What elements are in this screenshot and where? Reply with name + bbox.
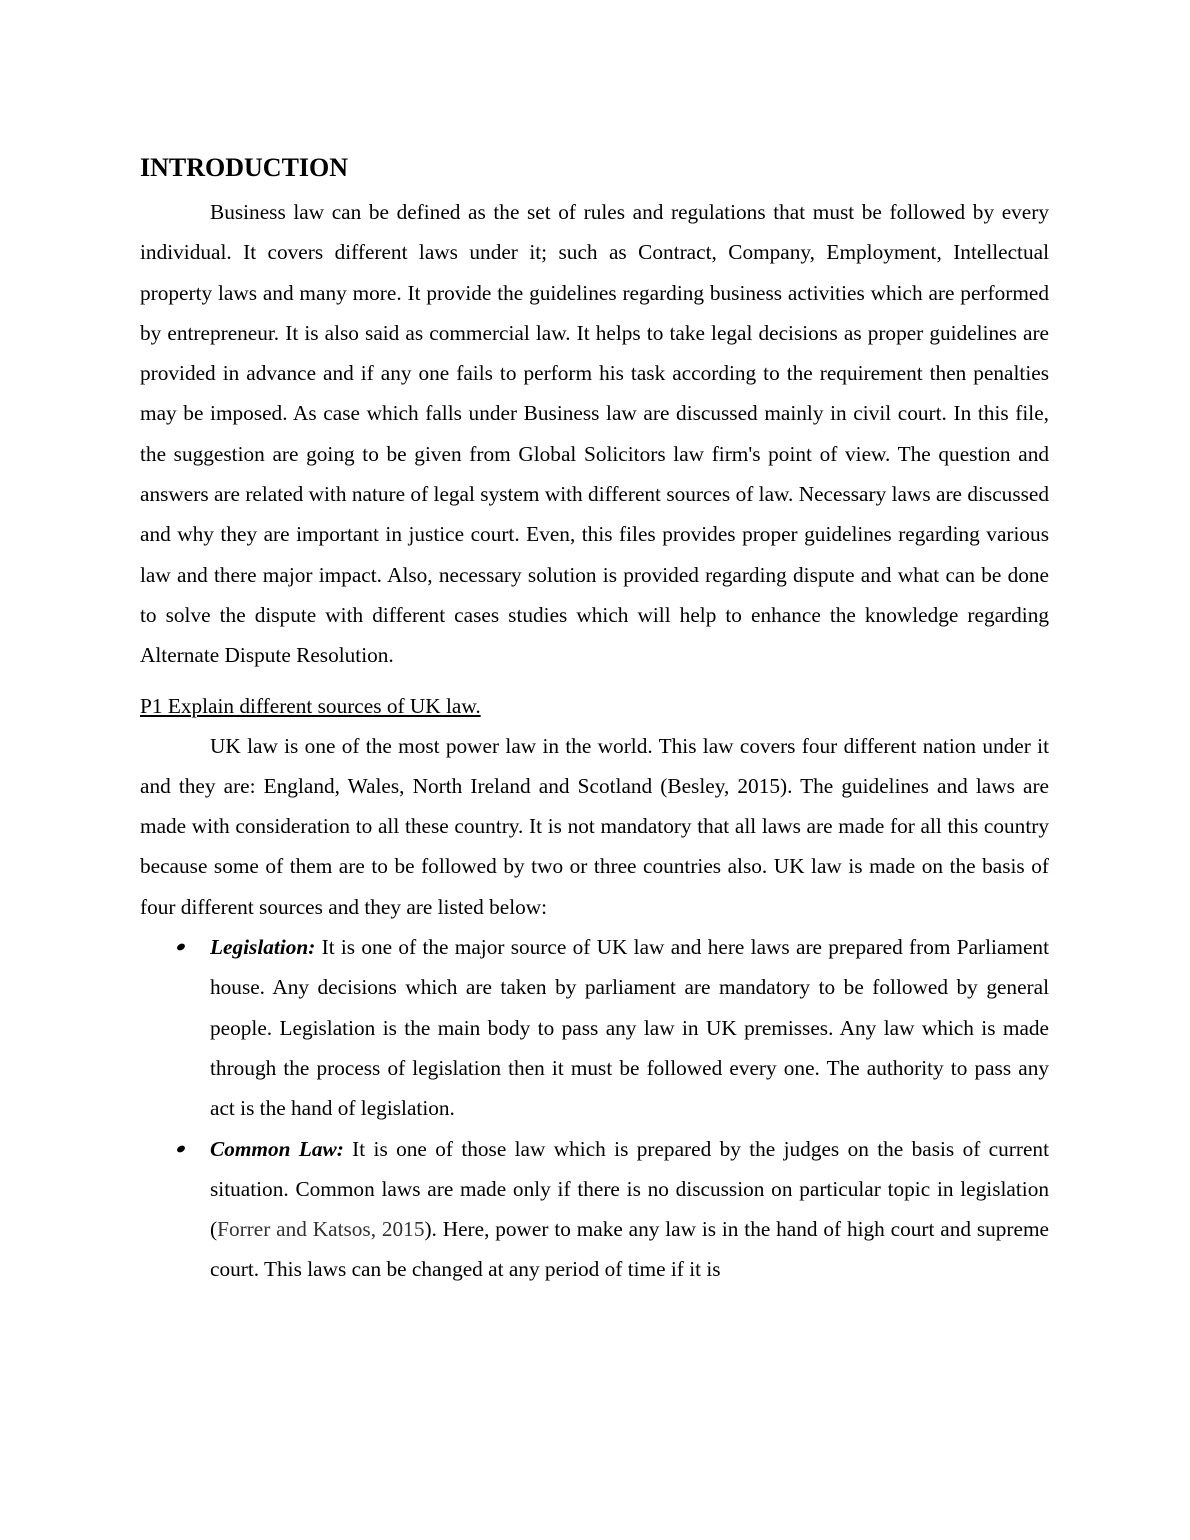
list-text: It is one of the major source of UK law and here laws are prepared from Parliament house. Any decisions which are taken by parliament are mandatory to be followed by general people. Legislation is the main body to pass any law in UK premisses. Any law which is made through the process of legislation then it must be followed every one. The authority to pass any act is the hand of legislation. bbox=[210, 935, 1049, 1121]
list-item-legislation bbox=[140, 927, 1049, 1128]
document-page bbox=[140, 150, 1049, 1290]
introduction-paragraph: Business law can be defined as the set of rules and regulations that must be followed by every individual. It covers different laws under it; such as Contract, Company, Employment, Intellectual property laws and many more. It provide the guidelines regarding business activities which are performed by entrepreneur. It is also said as commercial law. It helps to take legal decisions as proper guidelines are provided in advance and if any one fails to perform his task according to the requirement then penalties may be imposed. As case which falls under Business law are discussed mainly in civil court. In this file, the suggestion are going to be given from Global Solicitors law firm's point of view. The question and answers are related with nature of legal system with different sources of law. Necessary laws are discussed and why they are important in justice court. Even, this files provides proper guidelines regarding various law and there major impact. Also, necessary solution is provided regarding dispute and what can be done to solve the dispute with different cases studies which will help to enhance the knowledge regarding Alternate Dispute Resolution. bbox=[140, 200, 1049, 668]
list-item-common-law bbox=[140, 1129, 1049, 1290]
list-text-continued: ). Here, power to make any law is in the hand of high court and supreme court. This laws can be changed at any period of time if it is bbox=[210, 1217, 1049, 1282]
sources-list bbox=[140, 927, 1049, 1290]
list-term: Common Law: bbox=[210, 1136, 344, 1161]
bullet-icon bbox=[175, 1129, 195, 1169]
p1-section-heading: P1 Explain different sources of UK law. bbox=[140, 693, 481, 718]
list-term: Legislation: bbox=[210, 935, 316, 960]
bullet-icon bbox=[175, 927, 195, 967]
citation: Forrer and Katsos, 2015 bbox=[217, 1217, 425, 1242]
introduction-heading: INTRODUCTION bbox=[140, 153, 349, 182]
list-text: It is one of those law which is prepared by the judges on the basis of current situation. Common laws are made only if there is no discussion on particular topic in legislation ( bbox=[210, 1136, 1049, 1242]
p1-intro-paragraph: UK law is one of the most power law in the world. This law covers four different nation under it and they are: England, Wales, North Ireland and Scotland (Besley, 2015). The guidelines and laws are made with consideration to all these country. It is not mandatory that all laws are made for all this country because some of them are to be followed by two or three countries also. UK law is made on the basis of four different sources and they are listed below: bbox=[140, 733, 1049, 919]
